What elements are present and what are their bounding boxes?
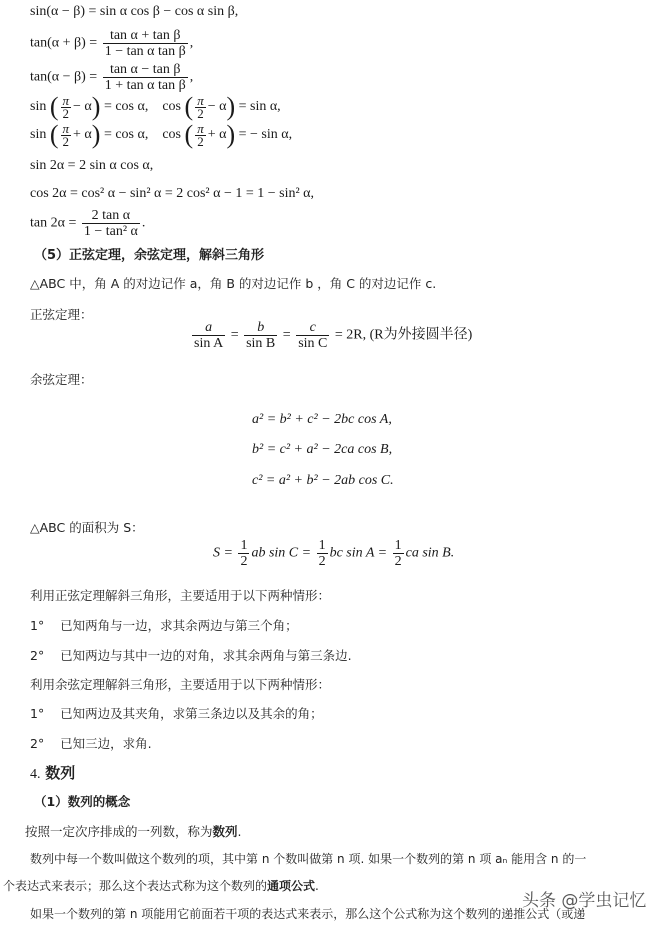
triangle-intro: △ABC 中，角 A 的对边记作 a，角 B 的对边记作 b ，角 C 的对边记作 c. xyxy=(30,276,437,291)
formula-sin-double: sin 2α = 2 sin α cos α, xyxy=(30,158,154,173)
subsection-heading-concept: （1）数列的概念 xyxy=(34,794,131,809)
lhs: tan(α + β) = xyxy=(30,35,98,51)
sine-law-label: 正弦定理： xyxy=(30,307,93,322)
sine-law-usage: 利用正弦定理解斜三角形，主要适用于以下两种情形： xyxy=(30,588,331,603)
formula-sin-difference: sin(α − β) = sin α cos β − cos α sin β, xyxy=(30,4,239,19)
cosine-law-c: c² = a² + b² − 2ab cos C. xyxy=(252,473,394,488)
formula-tan-sum: tan(α + β) = $\frac{\text{tan α + tan β}}{\text{1 − tan α tan β}}$ , xyxy=(30,28,194,59)
formula-tan-difference: tan(α − β) = $\frac{\text{tan α − tan β}}{\text{1 + tan α tan β}}$ , xyxy=(30,62,194,93)
watermark: 头条 @学虫记忆 xyxy=(522,891,647,911)
cosine-law-usage: 利用余弦定理解斜三角形，主要适用于以下两种情形： xyxy=(30,677,331,692)
formula-cofunction-plus: sin ( $\frac{\pi}{2}$ + α) = cos α, cos ( $\frac{\pi}{2}$ + α) = − sin α, xyxy=(30,120,293,149)
formula-cofunction-minus: sin ( $\frac{\pi}{2}$ − α) = cos α, cos ( $\frac{\pi}{2}$ − α) = sin α, xyxy=(30,92,281,121)
cosine-law-a: a² = b² + c² − 2bc cos A, xyxy=(252,412,392,427)
general-term-paragraph-line2: 个表达式来表示；那么这个表达式称为这个数列的通项公式. xyxy=(3,879,319,893)
sine-case-1: 1° 已知两角与一边，求其余两边与第三个角； xyxy=(30,618,298,633)
area-label: △ABC 的面积为 S： xyxy=(30,520,144,535)
sine-case-2: 2° 已知两边与其中一边的对角，求其余两角与第三条边. xyxy=(30,648,352,663)
section-heading-laws: （5）正弦定理，余弦定理，解斜三角形 xyxy=(34,248,265,263)
sequence-definition: 按照一定次序排成的一列数，称为数列. xyxy=(25,824,242,839)
general-term-paragraph-line1: 数列中每一个数叫做这个数列的项，其中第 n 个数叫做第 n 项. 如果一个数列的第 n 项 aₙ 能用含 n 的一 xyxy=(30,852,587,866)
fraction: $\frac{\text{tan α − tan β}}{\text{1 + tan α tan β}}$ xyxy=(104,62,186,93)
recursive-formula-paragraph-line1: 如果一个数列的第 n 项能用它前面若干项的表达式来表示，那么这个公式称为这个数列的递推公式（或递 xyxy=(30,907,586,921)
cosine-law-b: b² = c² + a² − 2ca cos B, xyxy=(252,442,393,457)
fraction: $\frac{\text{tan α + tan β}}{\text{1 − tan α tan β}}$ xyxy=(104,28,186,59)
section-heading-sequences: 4. 数列 xyxy=(30,764,76,782)
formula-cos-double: cos 2α = cos² α − sin² α = 2 cos² α − 1 = 1 − sin² α, xyxy=(30,186,314,201)
formula-sine-law: $\frac{a}{\text{sin A}}$ = $\frac{b}{\text{sin B}}$ = $\frac{c}{\text{sin C}}$ = 2R, (R为外接圆半径) xyxy=(194,320,473,351)
cosine-case-1: 1° 已知两边及其夹角，求第三条边以及其余的角； xyxy=(30,706,323,721)
cosine-case-2: 2° 已知三边，求角. xyxy=(30,736,152,751)
formula-tan-double: tan 2α = $\frac{\text{2 tan α}}{\text{1 − tan² α}}$ . xyxy=(30,208,146,239)
formula-area: S = $\frac{1}{2}$ ab sin C = $\frac{1}{2}$ bc sin A = $\frac{1}{2}$ ca sin B. xyxy=(213,538,455,569)
cosine-law-label: 余弦定理： xyxy=(30,372,93,387)
